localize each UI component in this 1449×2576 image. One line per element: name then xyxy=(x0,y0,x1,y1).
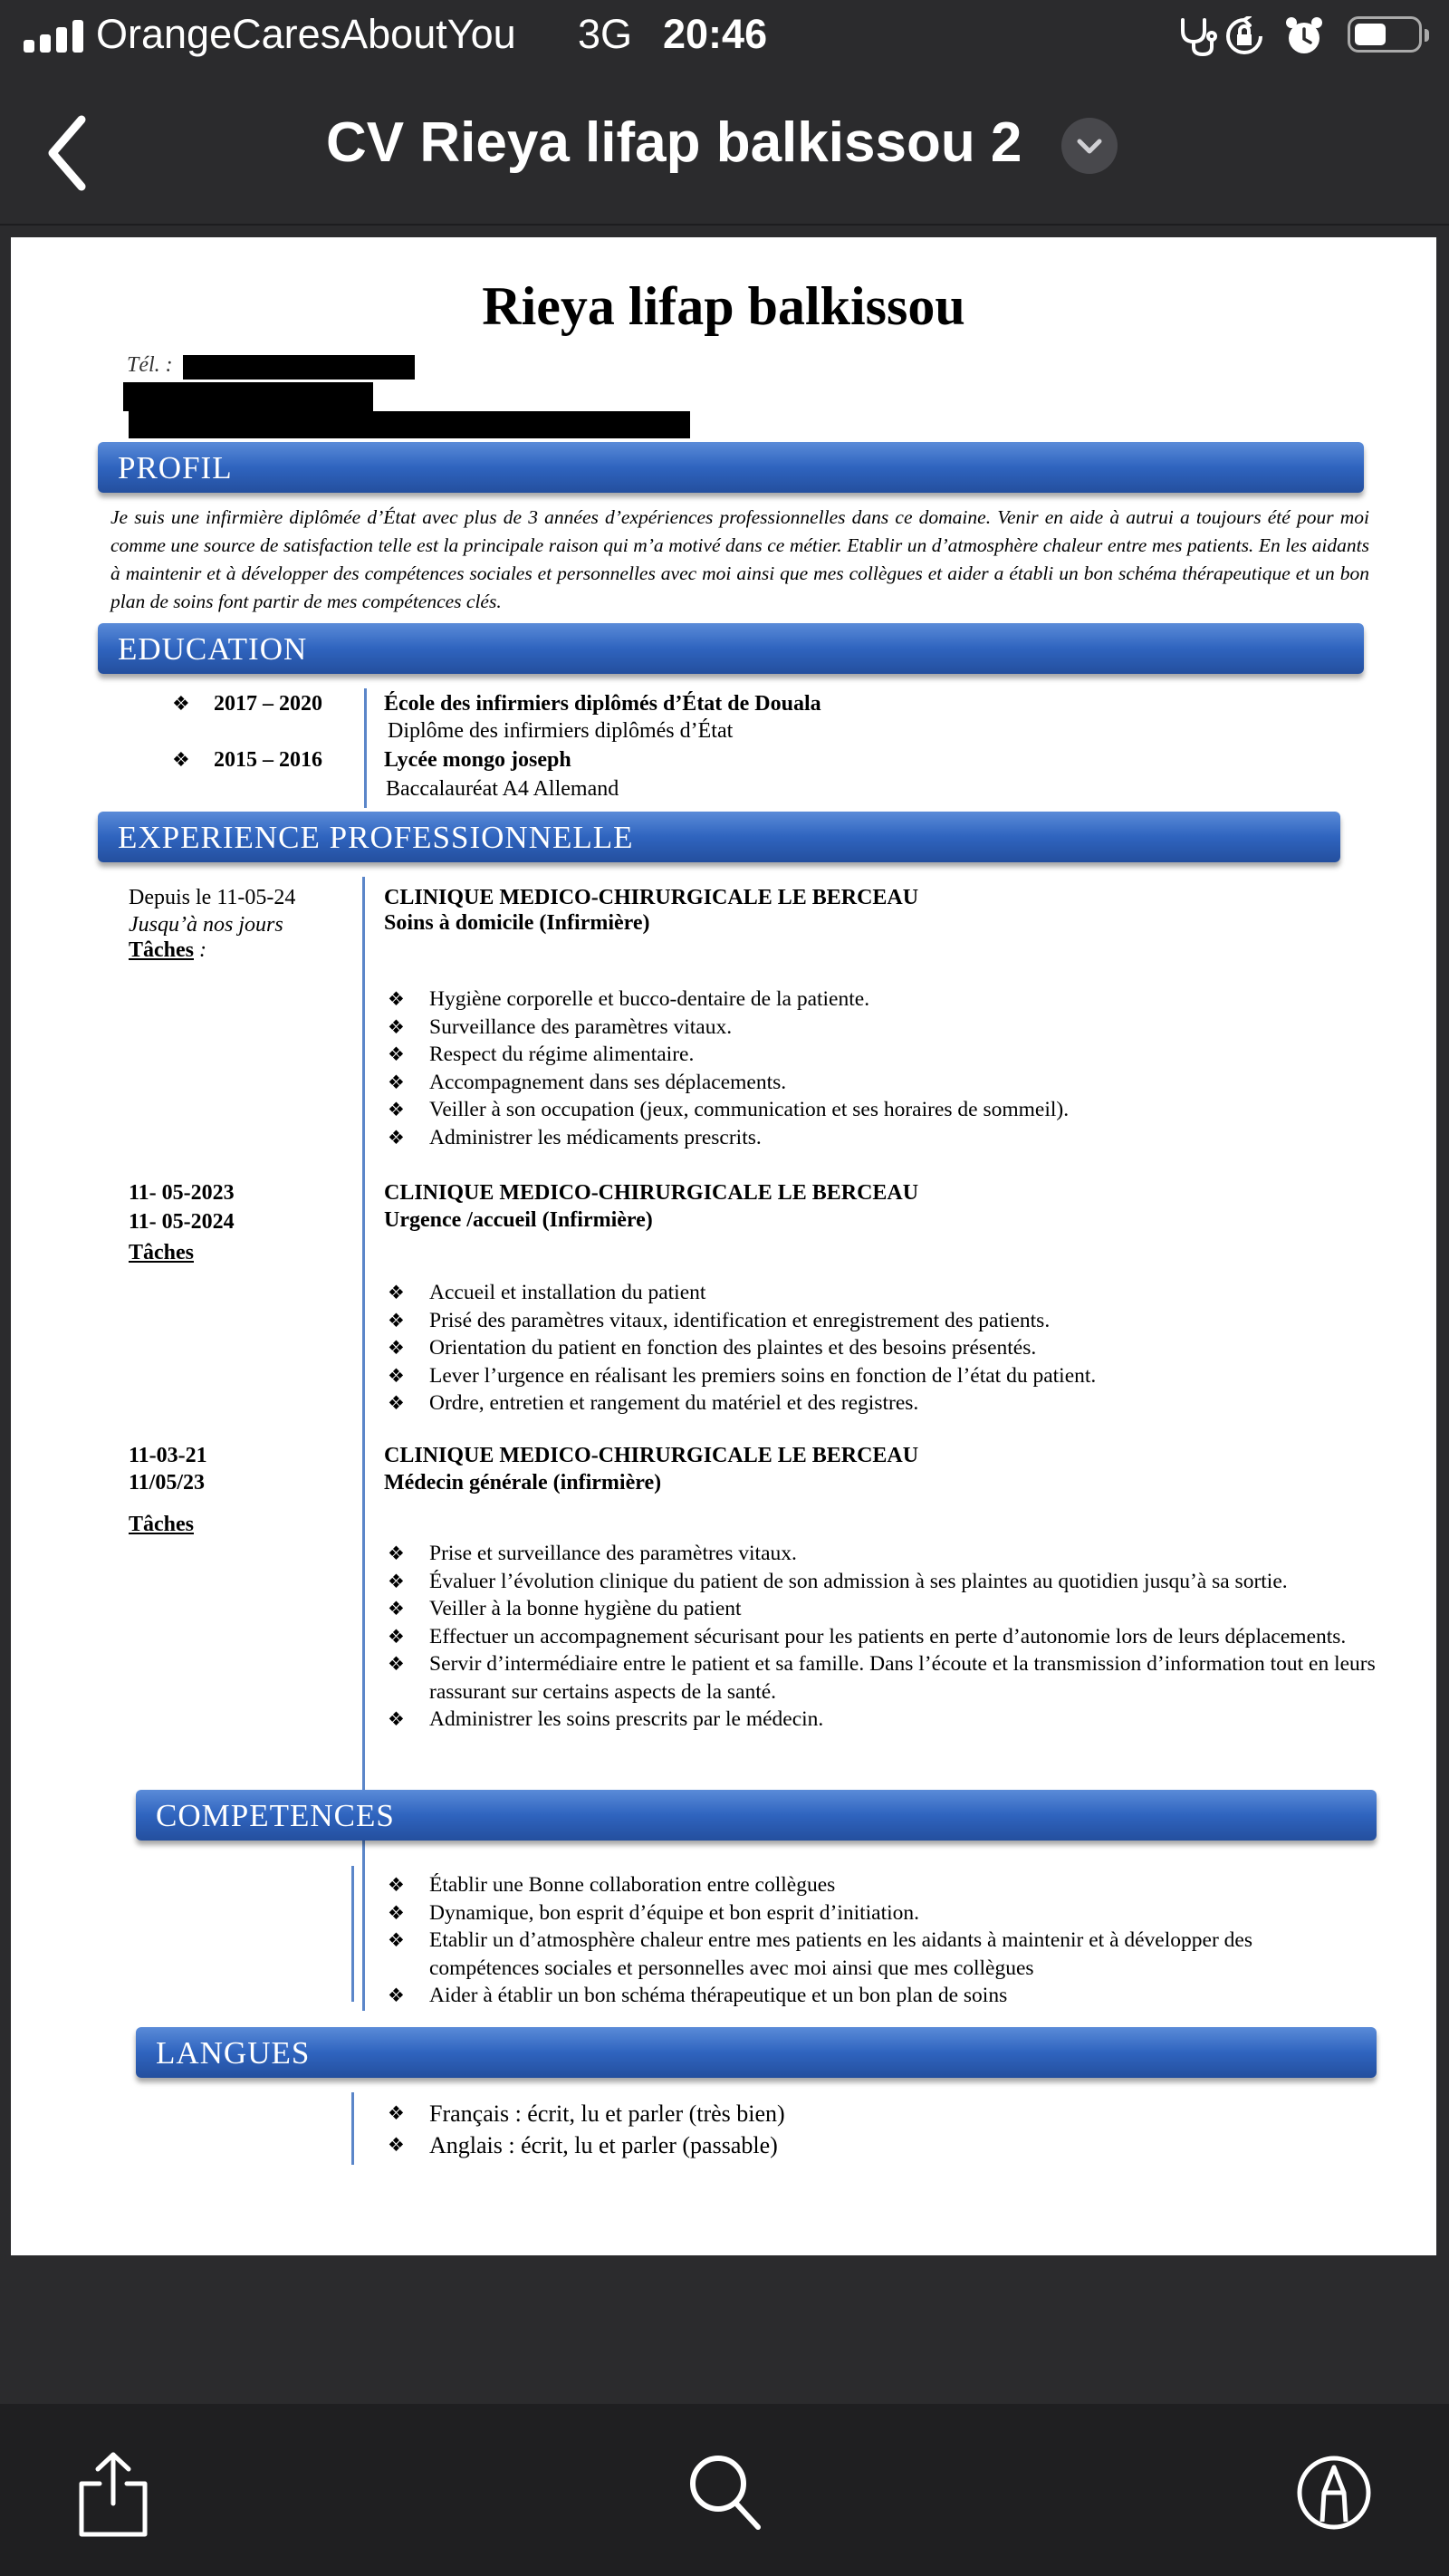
chevron-left-icon xyxy=(53,120,82,187)
education-divider xyxy=(364,688,367,808)
task-item: ❖ Administrer les soins prescrits par le médecin. xyxy=(388,1706,1384,1734)
job-tasks-label: Tâches xyxy=(129,1513,194,1536)
education-school: Lycée mongo joseph xyxy=(384,748,571,772)
clock: 20:46 xyxy=(663,11,768,57)
competence-item: ❖ Etablir un d’atmosphère chaleur entre mes patients en les aidants à maintenir et à développer des compétences sociales et personnelles avec moi ainsi que mes collègues xyxy=(388,1927,1320,1982)
job-role: Médecin générale (infirmière) xyxy=(384,1471,662,1495)
education-bullet: ❖ xyxy=(172,748,190,771)
job-employer: CLINIQUE MEDICO-CHIRURGICALE LE BERCEAU xyxy=(384,1181,919,1205)
language-item: ❖ Anglais : écrit, lu et parler (passable) xyxy=(388,2129,1320,2161)
langues-divider xyxy=(351,2092,354,2165)
alarm-icon xyxy=(1286,17,1322,53)
job-date-start: Depuis le 11-05-24 xyxy=(129,886,296,909)
section-header-langues: LANGUES xyxy=(136,2027,1377,2078)
job-tasks-list xyxy=(388,985,1384,1151)
task-item: ❖ Veiller à son occupation (jeux, communication et ses horaires de sommeil). xyxy=(388,1096,1384,1124)
experience-divider xyxy=(362,877,365,2011)
section-header-education: EDUCATION xyxy=(98,623,1364,674)
job-date-end: Jusqu’à nos jours xyxy=(129,913,283,937)
task-item: ❖ Accompagnement dans ses déplacements. xyxy=(388,1069,1384,1097)
job-tasks-label: Tâches xyxy=(129,1241,194,1264)
cv-name: Rieya lifap balkissou xyxy=(482,276,965,336)
title-menu-button[interactable] xyxy=(1061,118,1118,174)
task-item: ❖ Évaluer l’évolution clinique du patient de son admission à ses plaintes au quotidien jusqu’à sa sortie. xyxy=(388,1568,1384,1596)
carrier-name: OrangeCaresAboutYou xyxy=(96,11,516,57)
battery-icon xyxy=(1348,16,1422,53)
document-title[interactable]: CV Rieya lifap balkissou 2 xyxy=(326,111,1022,174)
markup-icon xyxy=(1300,2458,1368,2527)
chevron-down-icon xyxy=(1061,118,1118,174)
competences-list xyxy=(388,1871,1320,2010)
task-item: ❖ Prisé des paramètres vitaux, identification et enregistrement des patients. xyxy=(388,1307,1384,1335)
task-item: ❖ Effectuer un accompagnement sécurisant pour les patients en perte d’autonomie lors de leurs déplacements. xyxy=(388,1623,1384,1651)
bottom-toolbar xyxy=(0,2404,1449,2576)
job-role: Urgence /accueil (Infirmière) xyxy=(384,1208,653,1232)
stethoscope-icon xyxy=(1183,20,1215,54)
task-item: ❖ Lever l’urgence en réalisant les premiers soins en fonction de l’état du patient. xyxy=(388,1362,1384,1390)
nav-bar xyxy=(0,72,1449,225)
task-item: ❖ Servir d’intermédiaire entre le patient et sa famille. Dans l’écoute et la transmission d’information tout en leurs rassurant sur certains aspects de la santé. xyxy=(388,1650,1384,1706)
tasks-label-suffix: : xyxy=(194,938,206,962)
share-button[interactable] xyxy=(72,2449,154,2540)
nav-divider xyxy=(0,224,1449,226)
task-item: ❖ Veiller à la bonne hygiène du patient xyxy=(388,1595,1384,1623)
section-header-competences: COMPETENCES xyxy=(136,1790,1377,1841)
job-employer: CLINIQUE MEDICO-CHIRURGICALE LE BERCEAU xyxy=(384,1444,919,1467)
status-icons xyxy=(1177,16,1340,56)
network-type: 3G xyxy=(578,11,633,57)
redacted-phone xyxy=(183,355,415,380)
job-date-end: 11- 05-2024 xyxy=(129,1210,235,1234)
education-years: 2017 – 2020 xyxy=(214,692,322,716)
document-page[interactable] xyxy=(11,237,1436,2255)
competence-item: ❖ Établir une Bonne collaboration entre collègues xyxy=(388,1871,1320,1899)
job-employer: CLINIQUE MEDICO-CHIRURGICALE LE BERCEAU xyxy=(384,886,919,909)
job-tasks-label xyxy=(129,938,206,963)
task-item: ❖ Orientation du patient en fonction des plaintes et des besoins présentés. xyxy=(388,1334,1384,1362)
rotation-lock-icon xyxy=(1228,16,1261,53)
profil-text: Je suis une infirmière diplômée d’État avec plus de 3 années d’expériences professionnelles dans ce domaine. Venir en aide à autrui a toujours été pour moi comme une source de satisfaction telle est la principale raison qui m’a motivé dans ce métier. Etablir un d’atmosphère chaleur entre mes patients. En les aidants à maintenir et à développer des compétences sociales et personnelles avec moi ainsi que mes collègues et aider a établi un bon schéma thérapeutique et un bon plan de soins font partir de mes compétences clés. xyxy=(110,506,1369,612)
education-years: 2015 – 2016 xyxy=(214,748,322,772)
task-item: ❖ Accueil et installation du patient xyxy=(388,1279,1384,1307)
job-date-end: 11/05/23 xyxy=(129,1471,206,1495)
competences-divider xyxy=(351,1866,354,2002)
search-icon xyxy=(693,2458,758,2527)
signal-icon xyxy=(24,20,87,53)
markup-button[interactable] xyxy=(1293,2447,1375,2538)
share-icon xyxy=(82,2455,145,2534)
task-item: ❖ Surveillance des paramètres vitaux. xyxy=(388,1014,1384,1042)
task-item: ❖ Prise et surveillance des paramètres vitaux. xyxy=(388,1540,1384,1568)
section-header-profil: PROFIL xyxy=(98,442,1364,493)
job-date-start: 11- 05-2023 xyxy=(129,1181,235,1205)
education-diploma: Diplôme des infirmiers diplômés d’État xyxy=(388,719,734,743)
language-item: ❖ Français : écrit, lu et parler (très bien) xyxy=(388,2098,1320,2129)
education-diploma: Baccalauréat A4 Allemand xyxy=(386,777,619,801)
competence-item: ❖ Dynamique, bon esprit d’équipe et bon esprit d’initiation. xyxy=(388,1899,1320,1927)
redacted-address xyxy=(129,411,690,438)
task-item: ❖ Respect du régime alimentaire. xyxy=(388,1041,1384,1069)
competence-item: ❖ Aider à établir un bon schéma thérapeutique et un bon plan de soins xyxy=(388,1982,1320,2010)
education-school: École des infirmiers diplômés d’État de Douala xyxy=(384,692,821,716)
task-item: ❖ Administrer les médicaments prescrits. xyxy=(388,1124,1384,1152)
job-role: Soins à domicile (Infirmière) xyxy=(384,911,650,935)
tasks-label: Tâches xyxy=(129,938,194,962)
job-tasks-list xyxy=(388,1540,1384,1734)
job-tasks-list xyxy=(388,1279,1384,1418)
task-item: ❖ Hygiène corporelle et bucco-dentaire de la patiente. xyxy=(388,985,1384,1014)
langues-list xyxy=(388,2098,1320,2161)
redacted-email xyxy=(123,382,373,411)
job-date-start: 11-03-21 xyxy=(129,1444,207,1467)
search-button[interactable] xyxy=(684,2447,765,2538)
status-bar xyxy=(0,0,1449,72)
tel-label: Tél. : xyxy=(127,353,173,377)
education-bullet: ❖ xyxy=(172,692,190,715)
back-button[interactable] xyxy=(42,112,96,194)
task-item: ❖ Ordre, entretien et rangement du matériel et des registres. xyxy=(388,1389,1384,1418)
section-header-experience: EXPERIENCE PROFESSIONNELLE xyxy=(98,812,1340,862)
